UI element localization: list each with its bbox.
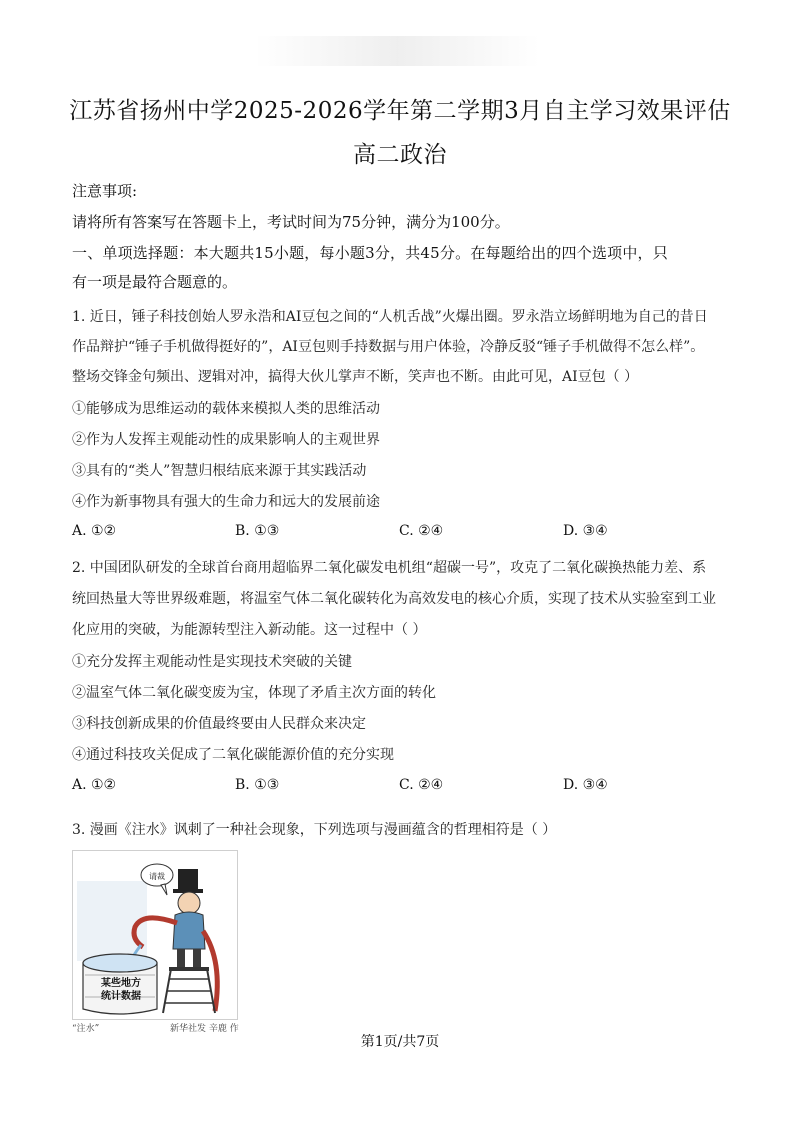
notice-heading: 注意事项:: [72, 182, 138, 200]
question-2-statement-2: ②温室气体二氧化碳变废为宝，体现了矛盾主次方面的转化: [72, 685, 436, 701]
blurred-header: [255, 36, 540, 66]
tank-label-2: 统计数据: [101, 991, 141, 1002]
question-1-option-a: A. ①②: [72, 523, 117, 539]
question-2-statement-3: ③科技创新成果的价值最终要由人民群众来决定: [72, 716, 366, 732]
cartoon-drawing: [73, 851, 237, 1019]
question-2-statement-1: ①充分发挥主观能动性是实现技术突破的关键: [72, 654, 352, 670]
question-2-option-c: C. ②④: [399, 777, 444, 793]
question-1-line-1: 1. 近日，锤子科技创始人罗永浩和AI豆包之间的“人机舌战”火爆出圈。罗永浩立场鲜明地为自己的昔日: [72, 309, 708, 325]
notice-body: 请将所有答案写在答题卡上，考试时间为75分钟，满分为100分。: [72, 213, 510, 231]
cartoon-water-injection: [72, 850, 238, 1020]
question-2-option-b: B. ①③: [235, 777, 280, 793]
speech-text: 请裁: [149, 872, 165, 881]
question-3-line-1: 3. 漫画《注水》讽刺了一种社会现象，下列选项与漫画蕴含的哲理相符是（ ）: [72, 822, 557, 838]
question-2-line-1: 2. 中国团队研发的全球首台商用超临界二氧化碳发电机组“超碳一号”，攻克了二氧化碳换热能力差、系: [72, 560, 707, 576]
question-1-line-3: 整场交锋金句频出、逻辑对冲，搞得大伙儿掌声不断，笑声也不断。由此可见，AI豆包（ ）: [72, 369, 639, 385]
tank-label-1: 某些地方: [101, 978, 141, 989]
question-1-line-2: 作品辩护“锤子手机做得挺好的”，AI豆包则手持数据与用户体验，冷静反驳“锤子手机做得不怎么样”。: [72, 339, 705, 355]
section-instruction-line-2: 有一项是最符合题意的。: [72, 273, 238, 291]
question-2-option-d: D. ③④: [563, 777, 608, 793]
question-2-statement-4: ④通过科技攻关促成了二氧化碳能源价值的充分实现: [72, 747, 394, 763]
section-instruction-line-1: 一、单项选择题：本大题共15小题，每小题3分，共45分。在每题给出的四个选项中，只: [72, 244, 668, 262]
question-1-option-b: B. ①③: [235, 523, 280, 539]
question-1-option-c: C. ②④: [399, 523, 444, 539]
exam-title: 江苏省扬州中学2025-2026学年第二学期3月自主学习效果评估: [69, 98, 731, 124]
question-2-line-3: 化应用的突破，为能源转型注入新动能。这一过程中（ ）: [72, 622, 427, 638]
cartoon-caption-title: “注水”: [72, 1024, 100, 1034]
question-2-line-2: 统回热量大等世界级难题，将温室气体二氧化碳转化为高效发电的核心介质，实现了技术从实验室到工业: [72, 591, 716, 607]
question-1-option-d: D. ③④: [563, 523, 608, 539]
cartoon-caption-credit: 新华社发 辛鹿 作: [170, 1024, 239, 1034]
subject-title: 高二政治: [353, 142, 447, 168]
page-number: 第1页/共7页: [360, 1034, 440, 1050]
question-2-option-a: A. ①②: [72, 777, 117, 793]
question-1-statement-3: ③具有的“类人”智慧归根结底来源于其实践活动: [72, 463, 367, 479]
question-1-statement-2: ②作为人发挥主观能动性的成果影响人的主观世界: [72, 432, 380, 448]
question-1-statement-1: ①能够成为思维运动的载体来模拟人类的思维活动: [72, 401, 380, 417]
question-1-statement-4: ④作为新事物具有强大的生命力和远大的发展前途: [72, 494, 380, 510]
